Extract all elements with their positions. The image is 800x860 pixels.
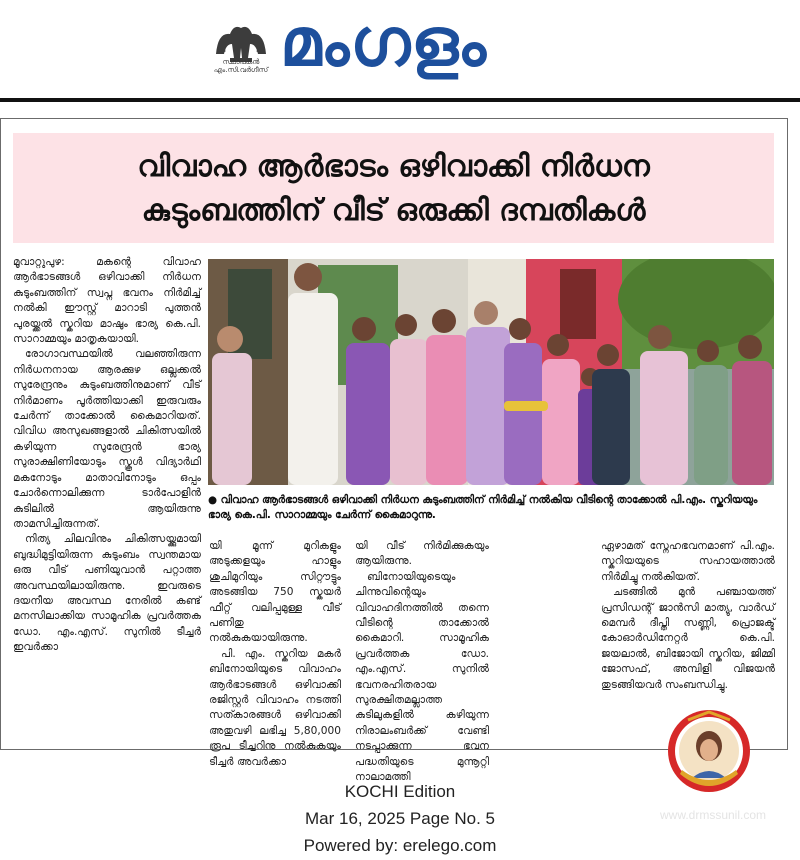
watermark: www.drmssunil.com xyxy=(660,808,767,822)
paragraph: പി. എം. സ്കറിയ മകർ ബിനോയിയുടെ വിവാഹം ആർഭാടങ്ങൾ ഒഴിവാക്കി രജിസ്റ്റർ വിവാഹം നടത്തി സത്കാരങ്ങൾ ഒഴിവാക്കി അതുവഴി ലഭിച്ച 5,80,000 രൂപ ടീച്ചറിനു നൽകുകയും ടീച്ചർ അവർക്കാ xyxy=(209,647,341,768)
newspaper-logo: മംഗളം xyxy=(280,4,487,81)
edition-name: KOCHI Edition xyxy=(344,782,456,801)
news-photo xyxy=(208,259,774,485)
photo-caption: ● വിവാഹ ആർഭാടങ്ങൾ ഒഴിവാക്കി നിർധന കുടുംബത്തിന് നിർമിച്ച് നൽകിയ വീടിന്റെ താക്കോൽ പി.എം. സ്കറിയയും ഭാര്യ കെ.പി. സാറാമ്മയും ചേർന്ന് കൈമാറുന്നു. xyxy=(208,494,758,521)
article-column-1 xyxy=(13,255,201,656)
paragraph: ഏഴാമത് സ്നേഹഭവനമാണ് പി.എം. സ്കറിയയുടെ സഹായത്താൽ നിർമിച്ചു നൽകിയത്. xyxy=(601,540,775,583)
headline-line-2: കുടുംബത്തിന് വീട് ഒരുക്കി ദമ്പതികൾ xyxy=(141,193,646,228)
article-column-2 xyxy=(209,539,341,770)
powered-by: Powered by: erelego.com xyxy=(303,836,497,855)
paragraph: മൂവാറ്റുപുഴ: മകന്റെ വിവാഹ ആർഭാടങ്ങൾ ഒഴിവാക്കി നിർധന കുടുംബത്തിന് സ്വപ്ന ഭവനം നിർമിച്ച് നൽകി ഈസ്റ്റ് മാറാടി പുത്തൻ പുരയ്ക്കൽ സ്കറിയ മാഷും ഭാര്യ കെ.പി. സാറാമ്മയും മാതൃകയായി. xyxy=(13,256,201,346)
paragraph: രോഗാവസ്ഥയിൽ വലഞ്ഞിരുന്ന നിർധനനായ ആരക്കുഴ ഒല്ലക്കൽ സുരേന്ദ്രനും കുടുംബത്തിനുമാണ് വീട് നിർമാണം പൂർത്തിയാക്കി ഇരുവരും ചേർന്ന് താക്കോൽ കൈമാറിയത്. വിവിധ അസുഖങ്ങളാൽ ചികിത്സയിൽ കഴിയുന്ന സുരേന്ദ്രൻ ഭാര്യ സുരാക്ഷിണിയോടും സ്കൂൾ വിദ്യാർഥി മകനോടും മാതാവിനോടും ഒപ്പം ചോർന്നൊലിക്കുന്ന ടാർപോളിൻ കുടിലിൽ ആയിരുന്നു താമസിച്ചിരുന്നത്. xyxy=(13,348,201,530)
headline-banner xyxy=(13,133,774,243)
paragraph: യി വീട് നിർമിക്കുകയും ആയിരുന്നു. xyxy=(355,540,489,568)
masthead-rule xyxy=(0,98,800,102)
paragraph: ചടങ്ങിൽ മുൻ പഞ്ചായത്ത് പ്രസിഡന്റ് ജാൻസി മാത്യു, വാർഡ് മെമ്പർ ദീപ്തി സണ്ണി, പ്രൊജക്ട് കോഓർഡിനേറ്റർ കെ.പി. ജയലാൽ, ബിജോയി സ്കറിയ, ജിമ്മി ജോസഫ്, അമ്പിളി വിജയൻ തുടങ്ങിയവർ സംബന്ധിച്ചു. xyxy=(601,586,775,691)
emblem-caption: സ്ഥാപകൻ എം.സി.വർഗീസ് xyxy=(213,58,269,74)
date-page: Mar 16, 2025 Page No. 5 xyxy=(305,809,495,828)
paragraph: ബിനോയിയുടെയും ചിന്നുവിന്റെയും വിവാഹദിനത്തിൽ തന്നെ വീടിന്റെ താക്കോൽ കൈമാറി. സാമൂഹിക പ്രവർത്തക ഡോ. എം.എസ്. സുനിൽ ഭവനരഹിതരായ സുരക്ഷിതമല്ലാത്ത കുടിലുകളിൽ കഴിയുന്ന നിരാലംബർക്ക് വേണ്ടി നടപ്പാക്കുന്ന ഭവന പദ്ധതിയുടെ മുന്നൂറ്റി നാലാമത്തി xyxy=(355,570,489,784)
edition-footer xyxy=(0,778,800,859)
group-photo-image xyxy=(208,259,774,485)
article-column-4 xyxy=(601,539,775,693)
headline-line-1: വിവാഹ ആർഭാടം ഒഴിവാക്കി നിർധന xyxy=(137,149,650,184)
masthead xyxy=(0,0,800,100)
paragraph: യി മൂന്ന് മുറികളും അടുക്കളയും ഹാളും ശുചിമുറിയും സിറ്റൗട്ടും അടങ്ങിയ 750 സ്കയർ ഫീറ്റ് വലിപ്പമുള്ള വീട് പണിതു നൽകുകയായിരുന്നു. xyxy=(209,540,341,645)
paragraph: നിത്യ ചിലവിനും ചികിത്സയ്ക്കുമായി ബുദ്ധിമുട്ടിയിരുന്ന കുടുംബം സ്വന്തമായ ഒരു വീട് പണിയുവാൻ പറ്റാത്ത അവസ്ഥയിലായിരുന്നു. ഇവരുടെ ദയനീയ അവസ്ഥ നേരിൽ കണ്ട് മനസിലാക്കിയ സാമൂഹിക പ്രവർത്തക ഡോ. എം.എസ്. സുനിൽ ടീച്ചർ ഇവർക്കാ xyxy=(13,533,201,654)
article-clipping xyxy=(0,118,788,784)
article-column-3 xyxy=(355,539,489,786)
